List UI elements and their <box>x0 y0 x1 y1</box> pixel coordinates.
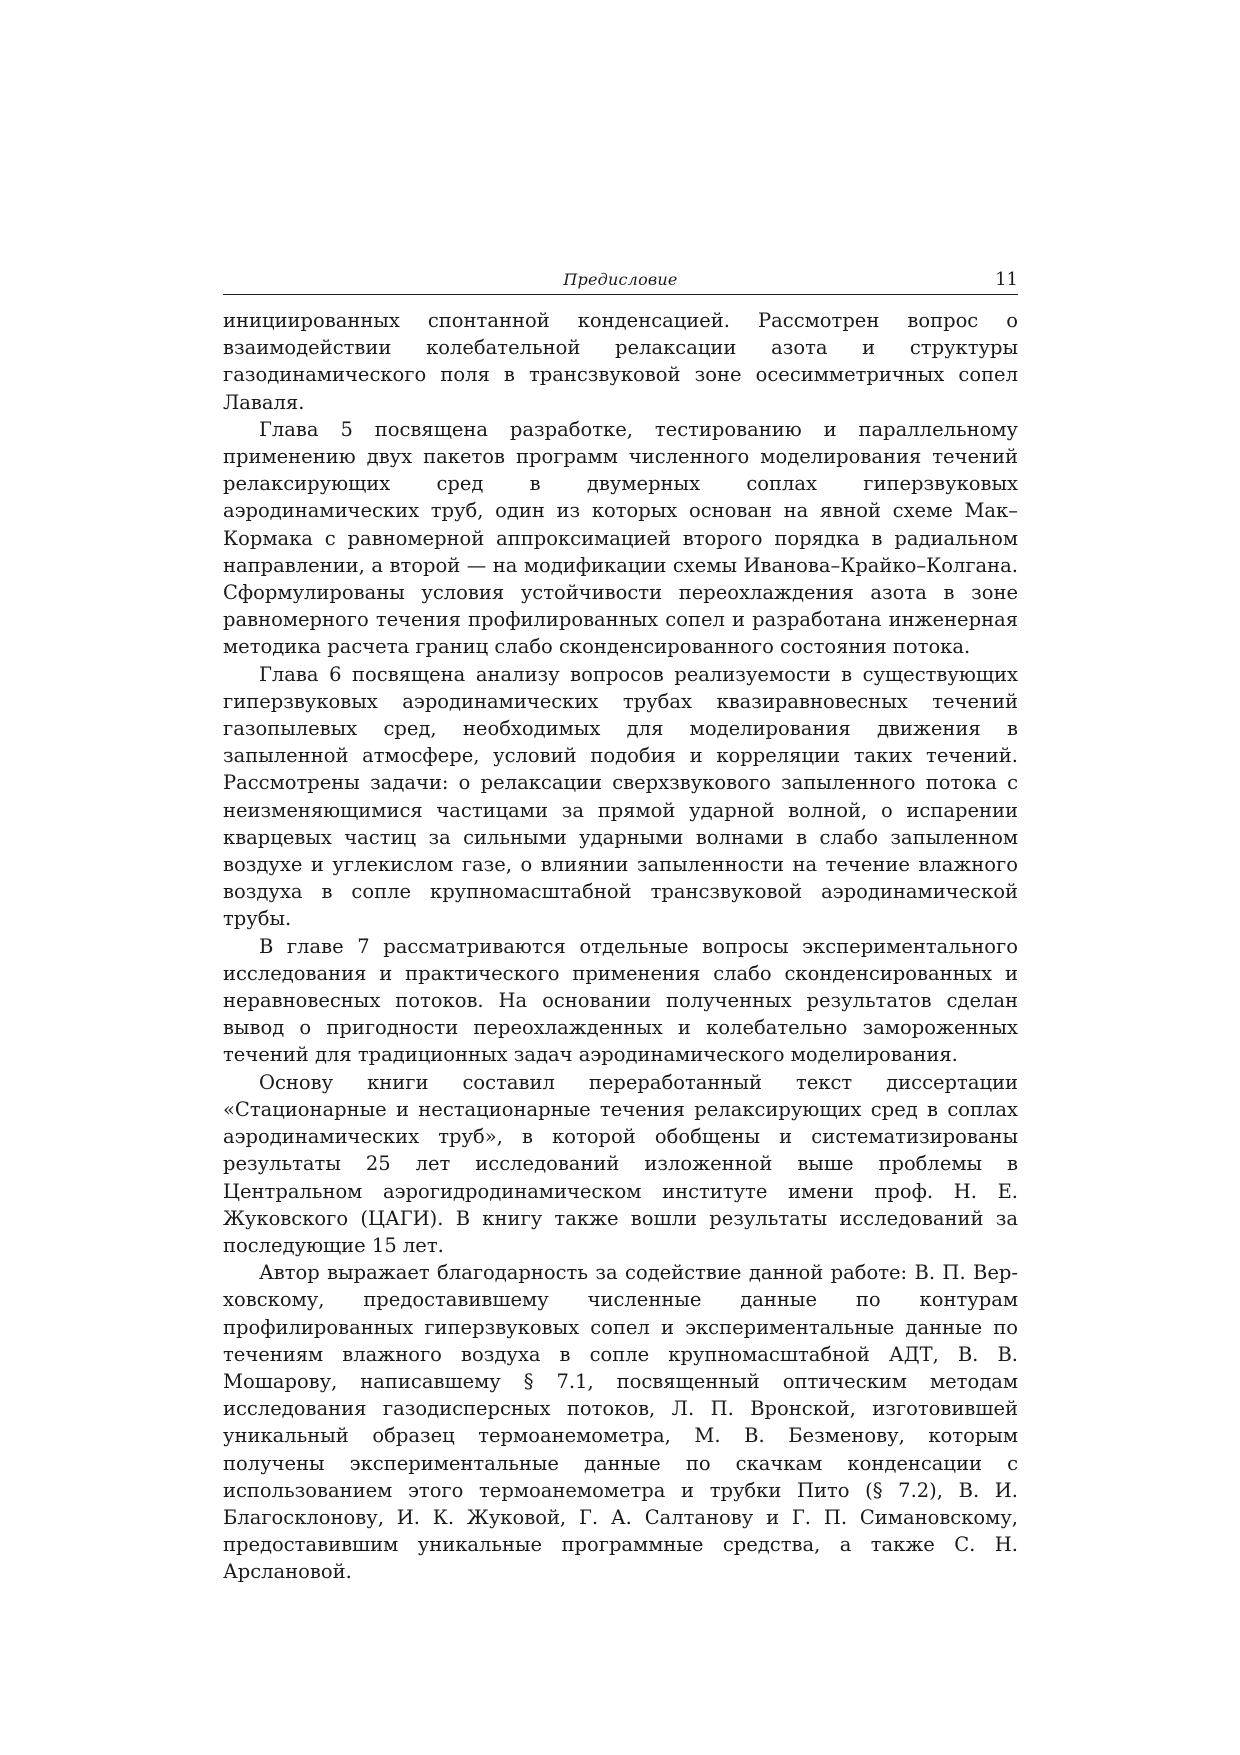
body-text <box>223 307 1018 1586</box>
running-header <box>223 268 1018 295</box>
page-number: 11 <box>995 269 1018 290</box>
running-title: Предисловие <box>563 270 678 289</box>
paragraph-continuation: инициированных спонтанной конденсацией. Рассмотрен вопрос о взаимодействии колебательной релаксации азота и структуры газодинамического поля в трансзвуковой зоне осесимметричных сопел Лаваля. <box>223 309 1018 414</box>
paragraph-chapter-7: В главе 7 рассматриваются отдельные вопросы экспериментального исследования и практического применения слабо сконденсированных и неравновесных потоков. На основании полученных результатов сделан вывод о пригодности переохлажденных и колебательно замороженных течений для традиционных задач аэродинамического моделирования. <box>223 934 1018 1067</box>
paragraph-chapter-5: Глава 5 посвящена разработке, тестированию и параллельному применению двух пакетов программ численного моделирования течений релаксирующих сред в двумерных соплах гиперзвуковых аэродинамических труб, один из которых основан на явной схеме Мак–Кормака с равномерной аппроксимацией второго порядка в радиальном направлении, а второй — на модификации схемы Иванова–Крайко–Колгана. Сформулированы условия устойчивости переохлаждения азота в зоне равномерного течения профилированных сопел и разработана инженерная методика расчета границ слабо сконденсированного состояния потока. <box>223 417 1018 659</box>
book-page <box>223 268 1018 1586</box>
paragraph-chapter-6: Глава 6 посвящена анализу вопросов реализуемости в существующих гиперзвуковых аэродинамических трубах квазиравновесных течений газопылевых сред, необходимых для моделирования движения в запыленной атмосфере, условий подобия и корреляции таких течений. Рассмотрены задачи: о релаксации сверхзвукового запыленного потока с неизменяющимися частицами за прямой ударной волной, о испарении кварцевых частиц за сильными ударными волнами в слабо запыленном воздухе и углекислом газе, о влиянии запыленности на течение влажного воздуха в сопле крупномасштабной трансзвуковой аэродинамической трубы. <box>223 662 1018 931</box>
paragraph-acknowledgements: Автор выражает благодарность за содействие данной работе: В. П. Верховскому, предоставившему численные данные по контурам профилированных гиперзвуковых сопел и экспериментальные данные по течениям влажного воздуха в сопле крупномасштабной АДТ, В. В. Мошарову, написавшему § 7.1, посвященный оптическим методам исследования газодисперсных потоков, Л. П. Вронской, изготовившей уникальный образец термоанемометра, М. В. Безменову, которым получены экспериментальные данные по скачкам конденсации с использованием этого термоанемометра и трубки Пито (§ 7.2), В. И. Благосклонову, И. К. Жуковой, Г. А. Салтанову и Г. П. Симановскому, предоставившим уникальные программные средства, а также С. Н. Арслановой. <box>223 1261 1018 1584</box>
paragraph-book-basis: Основу книги составил переработанный текст диссертации «Стационарные и нестационарные течения релаксирующих сред в соплах аэродинамических труб», в которой обобщены и систематизированы результаты 25 лет исследований изложенной выше проблемы в Центральном аэрогидродинамическом институте имени проф. Н. Е. Жуковского (ЦАГИ). В книгу также вошли результаты исследований за последующие 15 лет. <box>223 1070 1018 1257</box>
